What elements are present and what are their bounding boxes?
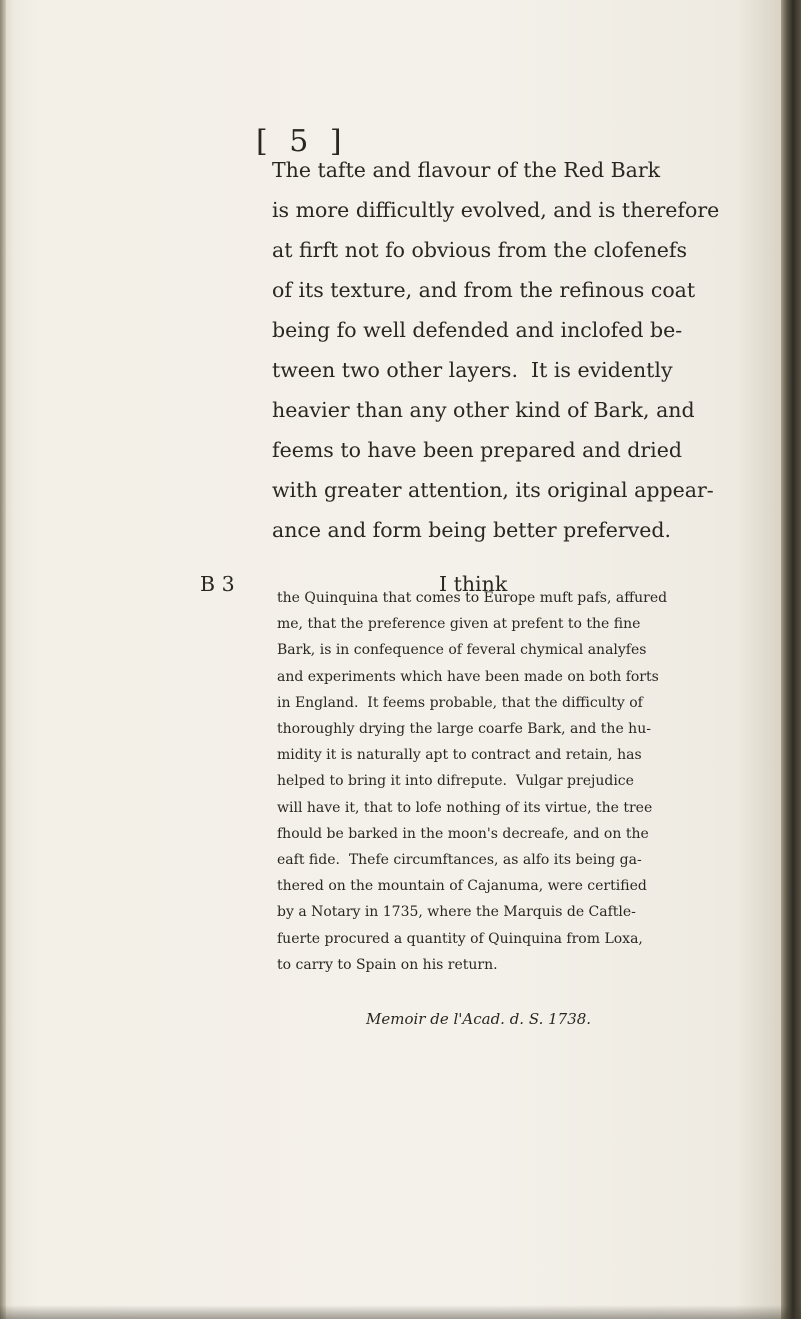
page-number: [ 5 ] bbox=[256, 124, 348, 159]
book-binding-edge bbox=[781, 0, 801, 1319]
footnote: the Quinquina that comes to Europe muft pafs, affured me, that the preference given at prefent to the fine Bark, is in confequence of feveral chymical analyfes and experiments which have been made on both forts in England. It feems probable, that the difficulty of thoroughly drying the large coarfe Bark, and the hu- midity it is naturally apt to contract and retain, has helped to bring it into difrepute. Vulgar prejudice will have it, that to lofe nothing of its virtue, the tree fhould be barked in the moon's decreafe, and on the eaft fide. Thefe circumftances, as alfo its being ga- thered on the mountain of Cajanuma, were certified by a Notary in 1735, where the Marquis de Caftle- fuerte procured a quantity of Quinquina from Loxa, to carry to Spain on his return. bbox=[277, 590, 668, 973]
main-paragraph: The tafte and flavour of the Red Bark is more difficultly evolved, and is therefore at firft not fo obvious from the clofenefs of its texture, and from the refinous coat being fo well defended and inclofed be- tween two other layers. It is evidently heavier than any other kind of Bark, and feems to have been prepared and dried with greater attention, its original appear- ance and form being better preferved. bbox=[272, 158, 720, 542]
page-left-edge bbox=[0, 0, 6, 1319]
footnote-source: Memoir de l'Acad. d. S. 1738. bbox=[366, 1010, 592, 1028]
page-bottom-edge bbox=[0, 1305, 801, 1319]
signature-mark: B 3 bbox=[200, 572, 235, 596]
catchword: I think bbox=[439, 572, 508, 596]
